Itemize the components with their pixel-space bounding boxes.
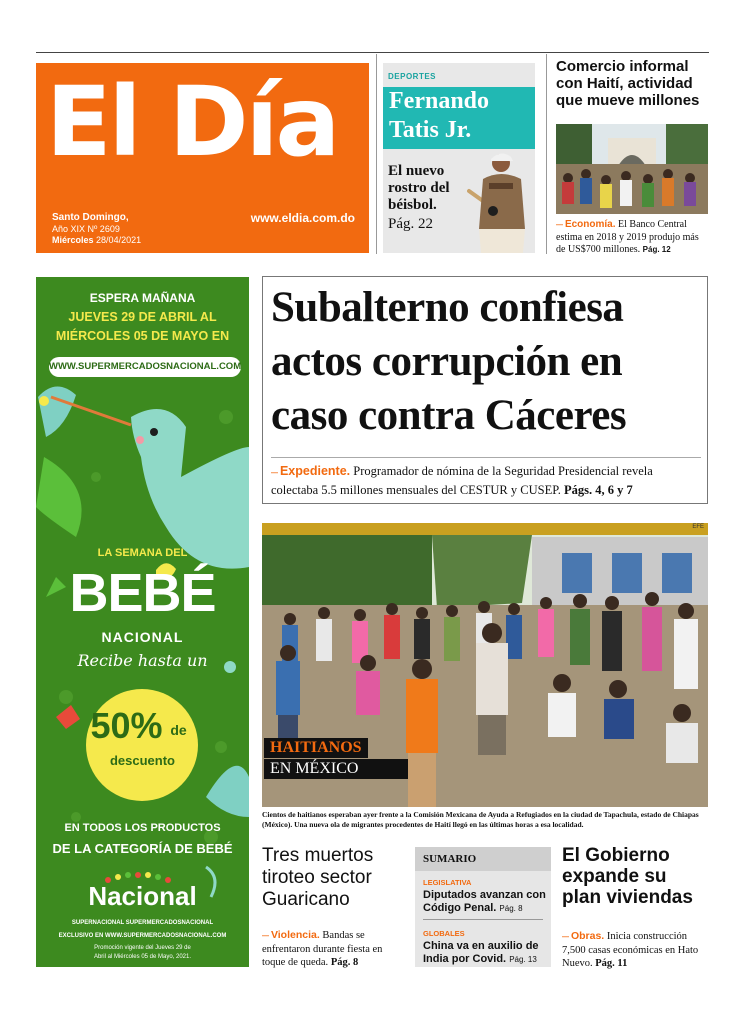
ad-brand-logo: Nacional <box>88 881 197 911</box>
masthead-year: Año XIX Nº 2609 <box>52 224 120 234</box>
top-rule <box>36 52 709 53</box>
ad-percent: 50% <box>90 705 163 746</box>
photo-caption: Cientos de haitianos esperaban ayer frente a la Comisión Mexicana de Ayuda a Refugiados en la ciudad de Tapachula, estado de Chiapas (México). Una nueva ola de migrantes procedentes de Haití llegó en las últimas horas a esa localidad. <box>262 810 699 829</box>
sports-teaser[interactable] <box>383 63 535 253</box>
lead-headline: Subalterno confiesa actos corrupción en caso contra Cáceres <box>271 284 627 439</box>
sumario-category-legislativa: LEGISLATIVA <box>423 878 472 887</box>
sumario-category-globales: GLOBALES <box>423 929 465 938</box>
border-market-photo <box>556 124 708 214</box>
ad-nacional: NACIONAL <box>101 629 184 645</box>
photo-credit: EFE <box>692 524 704 530</box>
ad-url[interactable]: WWW.SUPERMERCADOSNACIONAL.COM <box>49 357 241 377</box>
ad-de: de <box>170 722 187 738</box>
sumario-divider <box>423 919 543 920</box>
masthead-date: Miércoles 28/04/2021 <box>52 235 142 245</box>
commerce-title[interactable]: Comercio informal con Haití, actividad que mueve millones <box>556 58 700 109</box>
ad-semana: LA SEMANA DEL <box>97 547 188 559</box>
ad-line1: ESPERA MAÑANA <box>89 291 196 305</box>
ad-promo2: Abril al Miércoles 05 de Mayo, 2021. <box>93 954 192 960</box>
lead-deck: — Expediente. Programador de nómina de la Seguridad Presidencial revela colectaba 5.5 millones mensuales del CESTUR y CUSEP. Págs. 4, 6 y 7 <box>271 463 703 498</box>
ad-descuento: descuento <box>109 753 175 768</box>
headline-rule <box>271 457 701 458</box>
haitians-mexico-photo <box>262 523 708 807</box>
column-divider <box>546 54 547 254</box>
ad-categoria: DE LA CATEGORÍA DE BEBÉ <box>52 841 233 856</box>
baseball-player-image <box>467 149 535 253</box>
sumario-title: SUMARIO <box>415 847 551 871</box>
sports-player-name: Fernando Tatis Jr. <box>383 87 535 149</box>
sumario-item-legislativa[interactable]: Diputados avanzan con Código Penal. Pág. 8 <box>423 889 546 914</box>
story-guaricano-title[interactable]: Tres muertos tiroteo sector Guaricano <box>262 845 374 910</box>
photo-label-mexico: EN MÉXICO <box>264 759 408 779</box>
lead-story[interactable] <box>262 276 708 504</box>
sumario-box <box>415 847 551 967</box>
story-viviendas-text: — Obras. Inicia construcción 7,500 casas económicas en Hato Nuevo. Pág. 11 <box>562 930 709 970</box>
story-guaricano-text: — Violencia. Bandas se enfrentaron durante fiesta en toque de queda. Pág. 8 <box>262 929 402 969</box>
story-viviendas-title[interactable]: El Gobierno expande su plan viviendas <box>562 845 693 908</box>
ad-line2: JUEVES 29 DE ABRIL AL <box>68 310 217 324</box>
masthead-city: Santo Domingo, <box>52 212 129 223</box>
ad-todos: EN TODOS LOS PRODUCTOS <box>64 822 221 834</box>
column-divider <box>376 54 377 254</box>
photo-label-haitianos: HAITIANOS <box>264 738 368 758</box>
masthead <box>36 63 369 253</box>
ad-recibe: Recibe hasta un <box>77 651 208 670</box>
ad-social: SUPERNACIONAL SUPERMERCADOSNACIONAL <box>71 920 214 926</box>
newspaper-logo: El Día <box>46 66 338 178</box>
sports-page: Pág. 22 <box>388 216 433 232</box>
sports-subtitle: El nuevo rostro del béisbol. <box>388 163 450 213</box>
ad-bebe: BEBÉ <box>69 563 216 623</box>
supermercados-nacional-ad[interactable] <box>36 277 249 967</box>
sports-kicker: DEPORTES <box>388 72 437 81</box>
ad-line3: MIÉRCOLES 05 DE MAYO EN <box>55 329 230 343</box>
commerce-summary: — Economía. El Banco Central estima en 2018 y 2019 produjo más de US$700 millones. Pág. 12 <box>556 219 709 256</box>
ad-exclusive: EXCLUSIVO EN WWW.SUPERMERCADOSNACIONAL.COM <box>58 933 227 939</box>
sumario-item-globales[interactable]: China va en auxilio de India por Covid. Pág. 13 <box>423 940 539 965</box>
ad-promo1: Promoción vigente del Jueves 29 de <box>94 945 191 951</box>
masthead-website[interactable]: www.eldia.com.do <box>250 211 355 225</box>
